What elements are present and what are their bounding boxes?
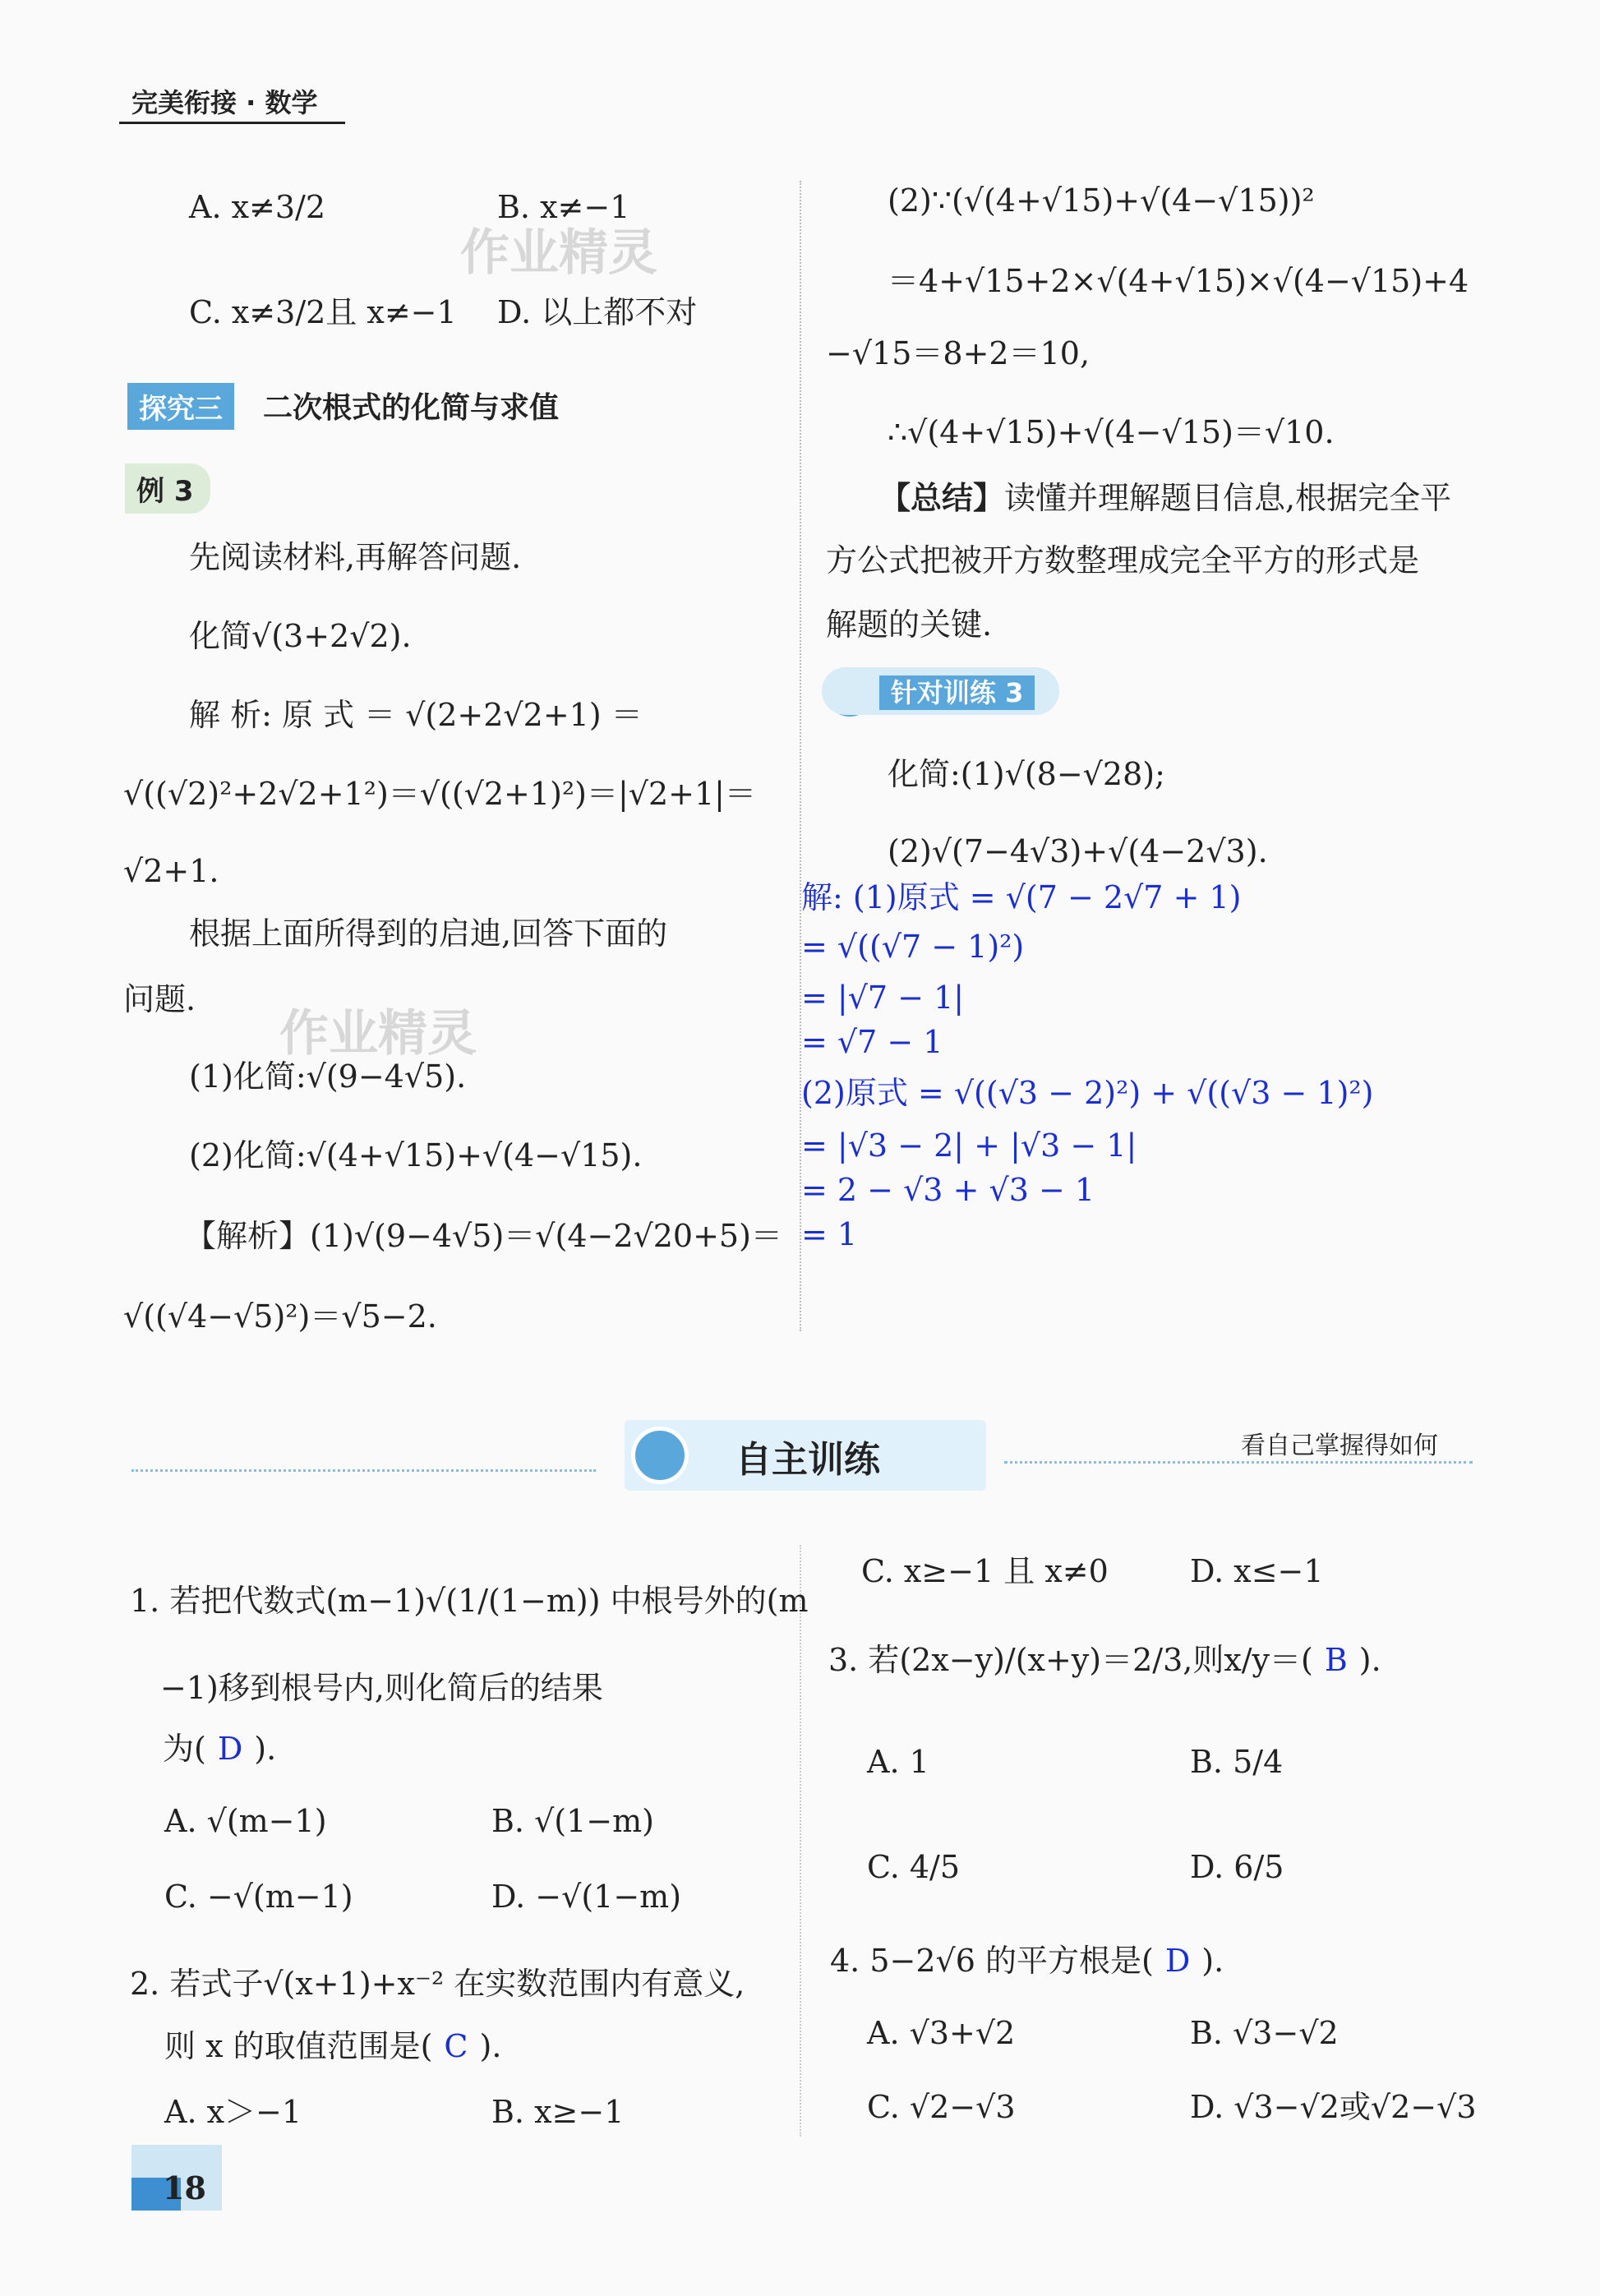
watermark: 作业精灵 [279,1005,477,1063]
body-text: 解 析: 原 式 ＝ √(2+2√2+1) ＝ [189,697,643,733]
option-a: A. 1 [867,1744,929,1780]
solution-text: √((√4−√5)²)＝√5−2. [123,1298,437,1335]
option-c: C. −√(m−1) [164,1879,353,1915]
example-label: 例 3 [125,463,210,514]
body-text: √2+1. [123,853,219,889]
question-3: 3. 若(2x−y)/(x+y)＝2/3,则x/y＝( B ). [828,1642,1381,1678]
dotted-rule [1004,1461,1473,1464]
body-text: 化简√(3+2√2). [189,618,412,654]
handwritten-answer: 解: (1)原式 = √(7 − 2√7 + 1) [801,879,1242,915]
section-title: 二次根式的化简与求值 [263,391,560,425]
body-text: ＝4+√15+2×√(4+√15)×√(4−√15)+4 [888,263,1469,299]
option-b: B. 5/4 [1190,1744,1284,1780]
option-c: C. 4/5 [867,1849,961,1885]
banner-note: 看自己掌握得如何 [1241,1432,1438,1460]
question-1: 为( D ). [163,1731,277,1767]
question-1: −1)移到根号内,则化简后的结果 [160,1670,603,1706]
clock-icon [631,1427,689,1484]
training-label-text: 针对训练 3 [879,675,1035,710]
summary-text: 方公式把被开方数整理成完全平方的形式是 [826,542,1420,579]
body-text: −√15＝8+2＝10, [826,335,1090,371]
option-b: B. x≥−1 [491,2094,625,2130]
handwritten-answer: = √7 − 1 [801,1024,943,1060]
option-d: D. 6/5 [1190,1849,1284,1885]
watermark: 作业精灵 [460,224,657,282]
handwritten-answer: = 1 [801,1216,858,1252]
body-text: 问题. [123,981,196,1017]
handwritten-answer: = √((√7 − 1)²) [801,929,1025,965]
option-a: A. x≠3/2 [189,189,326,225]
question-1: 1. 若把代数式(m−1)√(1/(1−m)) 中根号外的(m [130,1583,809,1619]
handwritten-answer: = |√3 − 2| + |√3 − 1| [801,1127,1137,1164]
body-text: 根据上面所得到的启迪,回答下面的 [189,915,668,952]
training-label [822,667,1059,715]
body-text: √((√2)²+2√2+1²)＝√((√2+1)²)＝|√2+1|＝ [123,776,756,812]
option-c: C. x≠3/2且 x≠−1 [189,294,457,330]
option-a: A. √3+√2 [867,2015,1016,2051]
question-2: 则 x 的取值范围是( C ). [164,2028,502,2064]
question-1: (1)化简:√(9−4√5). [189,1058,467,1095]
summary-text: 解题的关键. [826,606,993,643]
option-d: D. √3−√2或√2−√3 [1190,2089,1477,2125]
page-number: 18 [163,2169,206,2206]
option-d: D. x≤−1 [1190,1553,1324,1589]
answer-mark: D [217,1731,243,1767]
handwritten-answer: (2)原式 = √((√3 − 2)²) + √((√3 − 1)²) [801,1075,1374,1111]
option-a: A. √(m−1) [164,1803,327,1839]
question-4: 4. 5−2√6 的平方根是( D ). [830,1943,1224,1979]
body-text: 先阅读材料,再解答问题. [189,539,522,575]
banner-title: 自主训练 [735,1439,880,1481]
answer-mark: C [444,2028,468,2064]
summary-text: 读懂并理解题目信息,根据完全平 [1004,480,1452,516]
option-d: D. 以上都不对 [497,294,698,330]
header-underline [119,122,345,124]
handwritten-answer: = |√7 − 1| [801,980,965,1016]
section-tag: 探究三 [127,383,234,430]
option-b: B. √3−√2 [1190,2015,1339,2051]
dotted-rule [131,1469,596,1472]
option-b: B. x≠−1 [497,189,630,225]
question-2: 2. 若式子√(x+1)+x⁻² 在实数范围内有意义, [130,1966,745,2002]
body-text: (2)∵(√(4+√15)+√(4−√15))² [888,182,1315,219]
training-question-1: 化简:(1)√(8−√28); [888,756,1165,792]
option-d: D. −√(1−m) [491,1879,682,1915]
answer-mark: B [1324,1642,1348,1678]
summary-tag: 【总结】 [879,480,1005,516]
question-2: (2)化简:√(4+√15)+√(4−√15). [189,1137,643,1173]
handwritten-answer: = 2 − √3 + √3 − 1 [801,1172,1095,1208]
book-title: 完美衔接 · 数学 [131,87,318,118]
column-divider [800,1545,801,2137]
option-b: B. √(1−m) [491,1803,654,1839]
training-question-2: (2)√(7−4√3)+√(4−2√3). [888,833,1268,869]
body-text: ∴√(4+√15)+√(4−√15)＝√10. [888,414,1335,450]
option-c: C. x≥−1 且 x≠0 [861,1553,1109,1589]
option-c: C. √2−√3 [867,2089,1016,2125]
solution-text: 【解析】(1)√(9−4√5)＝√(4−2√20+5)＝ [185,1218,782,1254]
option-a: A. x＞−1 [164,2094,302,2130]
summary-line [879,478,1451,518]
answer-mark: D [1164,1943,1191,1979]
